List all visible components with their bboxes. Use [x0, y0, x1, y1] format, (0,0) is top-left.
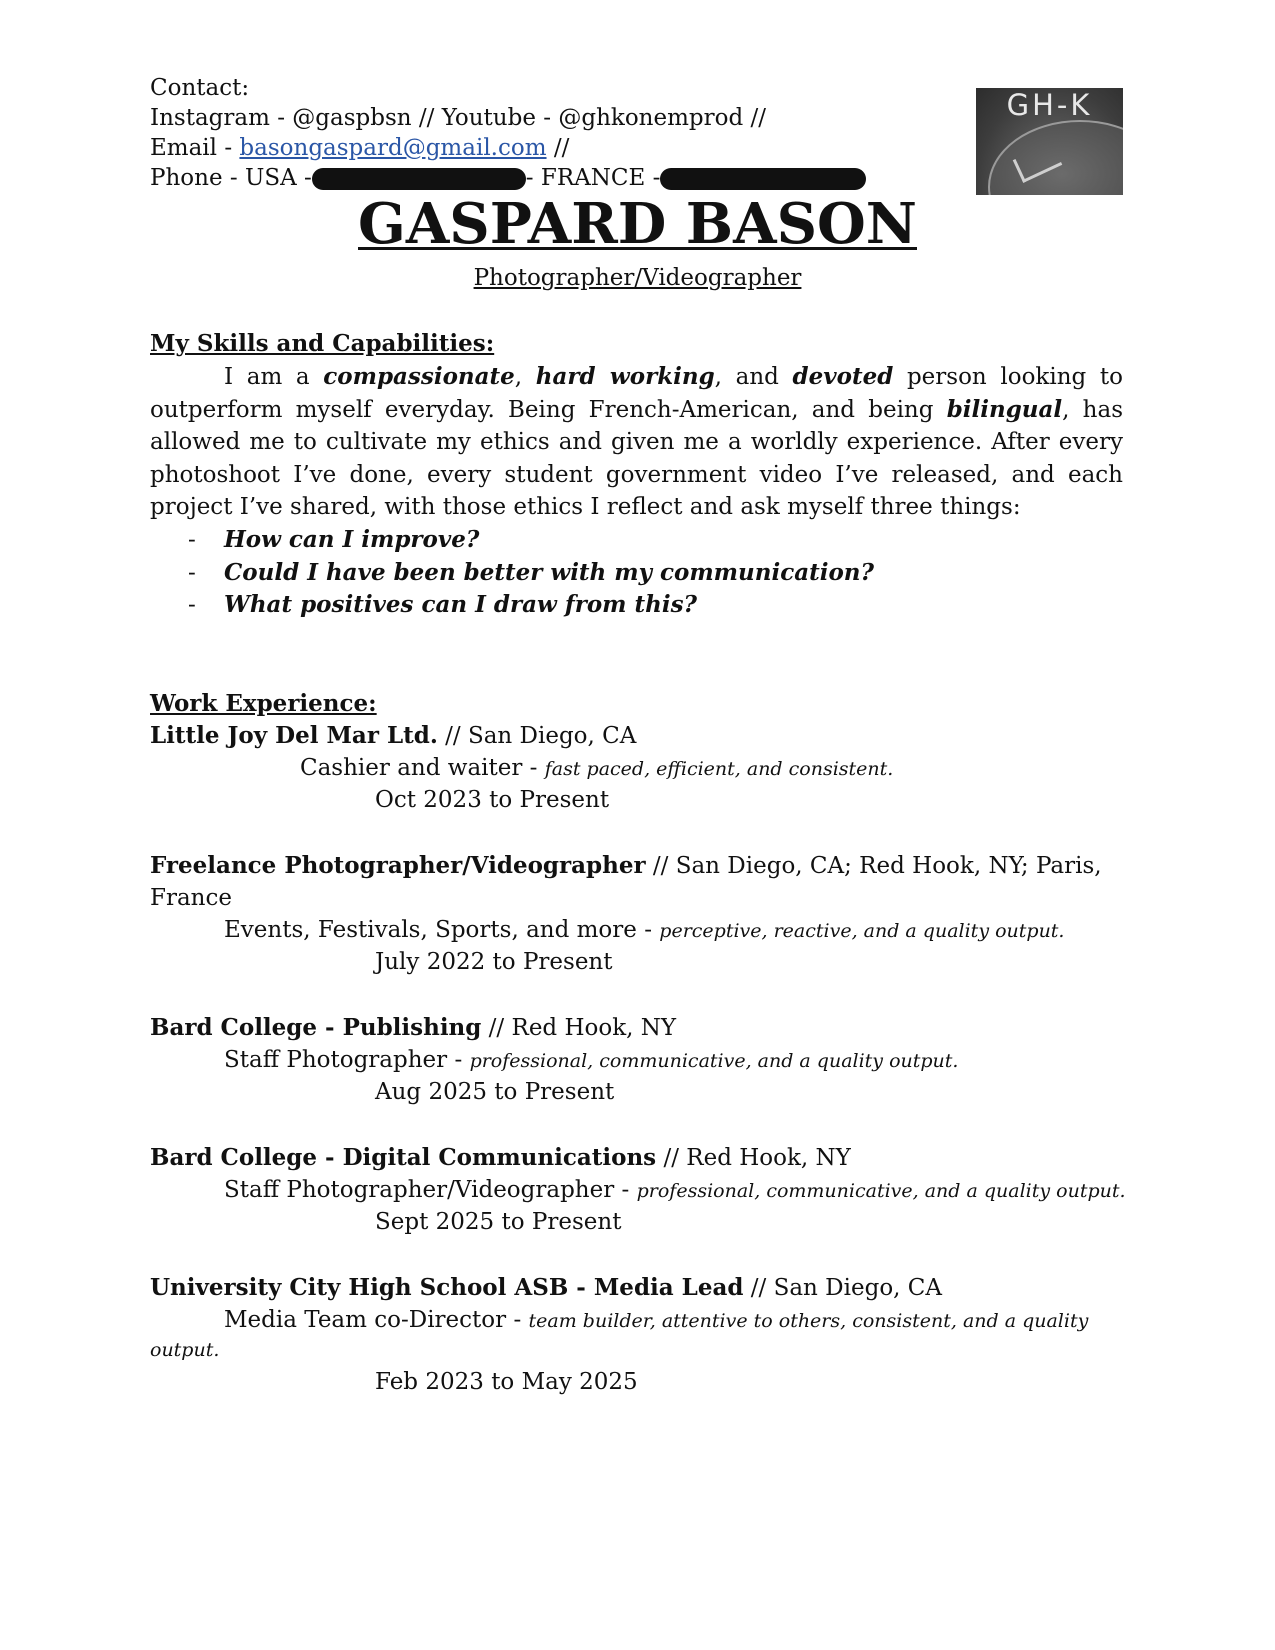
job-org: Bard College - Digital Communications [150, 1144, 657, 1171]
bullet-dash: - [188, 559, 196, 586]
job-org: Little Joy Del Mar Ltd. [150, 722, 438, 749]
job-dates: Aug 2025 to Present [375, 1079, 615, 1105]
skills-emphasis-bilingual: bilingual [946, 395, 1063, 423]
job-position [224, 1175, 1126, 1206]
skills-paragraph [150, 361, 1123, 524]
job-dates: Oct 2023 to Present [375, 787, 610, 813]
skills-text-3: , and [714, 364, 793, 390]
redacted-phone-france [660, 168, 866, 190]
skills-text-1: I am a [224, 364, 324, 390]
job-location: // San Diego, CA [437, 723, 637, 749]
job-tagline: professional, communicative, and a quality output. [469, 1050, 959, 1072]
bullet-text: Could I have been better with my communication? [224, 558, 874, 586]
job-header [150, 851, 1102, 881]
job-dates: Sept 2025 to Present [375, 1209, 622, 1235]
skills-text-5: , has allowed me to cultivate my ethics and given me a worldly experience. After every photoshoot I’ve done, every student government video I’ve released, and each project I’ve shared, with those ethics I reflect and ask myself three things: [150, 396, 1124, 520]
job-location-wrap: France [150, 885, 232, 911]
skills-text-2: , [514, 364, 536, 390]
bullet-text: What positives can I draw from this? [224, 591, 698, 618]
job-position-title: Events, Festivals, Sports, and more - [224, 917, 660, 943]
job-tagline: team builder, attentive to others, consistent, and a quality [528, 1310, 1089, 1332]
job-position [300, 753, 893, 784]
job-dates: Feb 2023 to May 2025 [375, 1369, 638, 1395]
job-position-title: Staff Photographer/Videographer - [224, 1177, 637, 1203]
job-position [224, 1305, 1088, 1336]
job-position-title: Cashier and waiter - [300, 755, 545, 781]
job-position-title: Staff Photographer - [224, 1047, 470, 1073]
job-position-title: Media Team co-Director - [224, 1307, 529, 1333]
job-location: // Red Hook, NY [481, 1015, 677, 1041]
phone-france-label: - FRANCE - [525, 165, 661, 191]
contact-social: Instagram - @gaspbsn // Youtube - @ghkonemprod // [150, 105, 766, 131]
job-position [224, 915, 1064, 946]
contact-email-line [150, 133, 569, 163]
ghk-logo [976, 88, 1123, 195]
job-header [150, 721, 636, 751]
job-org: University City High School ASB - Media Lead [150, 1274, 744, 1301]
contact-phone-line [150, 163, 866, 193]
job-org: Freelance Photographer/Videographer [150, 852, 646, 879]
skills-emphasis-compassionate: compassionate [323, 363, 515, 390]
job-position [224, 1045, 958, 1076]
job-tagline-wrap: output. [150, 1339, 220, 1361]
email-link[interactable]: basongaspard@gmail.com [239, 135, 547, 161]
bullet-dash: - [188, 527, 196, 553]
job-location: // Red Hook, NY [656, 1145, 851, 1171]
job-location: // San Diego, CA [743, 1275, 942, 1301]
redacted-phone-usa [312, 168, 526, 190]
job-org: Bard College - Publishing [150, 1014, 482, 1041]
email-suffix: // [546, 135, 570, 161]
job-header [150, 1013, 676, 1043]
skills-emphasis-devoted: devoted [792, 363, 894, 390]
skills-heading: My Skills and Capabilities: [150, 330, 495, 357]
skills-emphasis-hard-working: hard working [535, 363, 715, 390]
job-tagline: perceptive, reactive, and a quality output. [659, 920, 1065, 942]
job-tagline: fast paced, efficient, and consistent. [544, 758, 894, 780]
job-header [150, 1143, 851, 1173]
candidate-role: Photographer/Videographer [473, 265, 802, 291]
contact-heading: Contact: [150, 75, 250, 101]
logo-text: GH-K [1006, 88, 1093, 122]
job-tagline: professional, communicative, and a quality output. [636, 1180, 1126, 1202]
work-heading: Work Experience: [150, 690, 377, 717]
phone-usa-label: Phone - USA - [150, 165, 312, 191]
job-header [150, 1273, 942, 1303]
job-location: // San Diego, CA; Red Hook, NY; Paris, [645, 853, 1102, 879]
email-label: Email - [150, 135, 240, 161]
job-dates: July 2022 to Present [375, 949, 613, 975]
bullet-dash: - [188, 592, 196, 618]
skills-text-4: person looking to outperform myself everyday. Being French-American, and being [150, 364, 1123, 423]
bullet-text: How can I improve? [224, 526, 480, 553]
candidate-name: GASPARD BASON [358, 191, 917, 257]
